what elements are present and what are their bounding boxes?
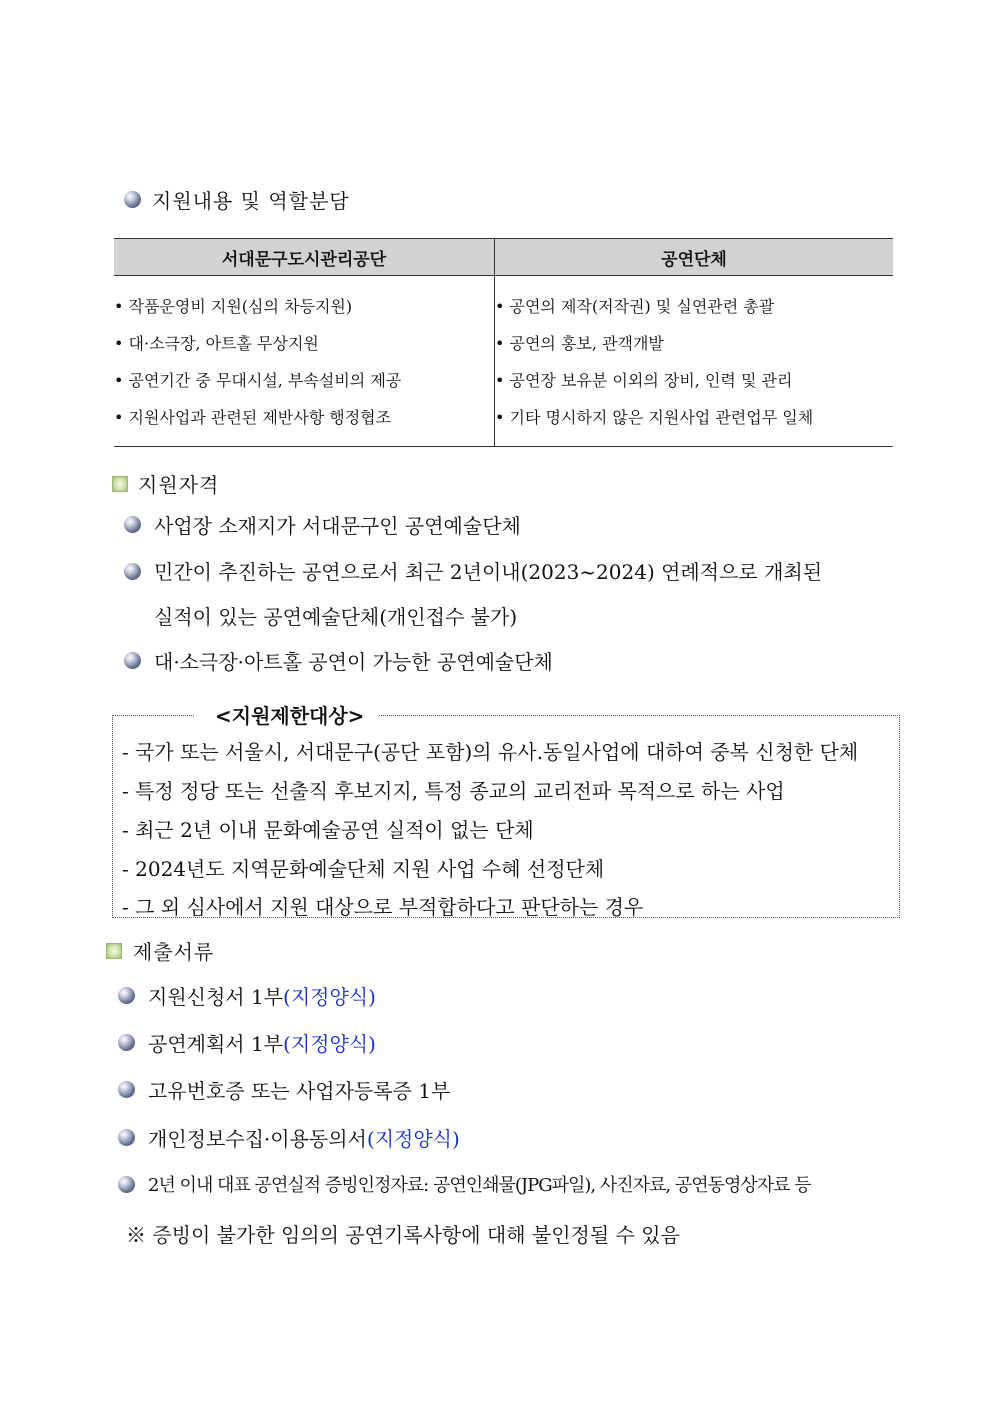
document-item bbox=[148, 1075, 450, 1104]
section-title-eligibility: 지원자격 bbox=[138, 473, 220, 497]
document-item-text: 개인정보수집·이용동의서 bbox=[148, 1127, 367, 1151]
list-item-continuation: 실적이 있는 공연예술단체(개인접수 불가) bbox=[154, 605, 518, 629]
section-title-roles: 지원내용 및 역할분담 bbox=[152, 189, 350, 213]
troupe-roles-cell bbox=[495, 276, 894, 447]
restriction-item: - 그 외 심사에서 지원 대상으로 부적합하다고 판단하는 경우 bbox=[122, 895, 644, 919]
list-item: • 대·소극장, 아트홀 무상지원 bbox=[114, 334, 319, 353]
agency-roles-cell bbox=[114, 276, 495, 447]
document-item bbox=[148, 981, 376, 1010]
bullet-orb-icon bbox=[118, 1129, 135, 1146]
list-item: • 공연의 제작(저작권) 및 실연관련 총괄 bbox=[495, 297, 775, 316]
bullet-orb-icon bbox=[118, 1081, 135, 1098]
restriction-item: - 최근 2년 이내 문화예술공연 실적이 없는 단체 bbox=[122, 818, 534, 842]
restriction-item: - 2024년도 지역문화예술단체 지원 사업 수혜 선정단체 bbox=[122, 857, 605, 881]
restriction-item: - 특정 정당 또는 선출직 후보지지, 특정 종교의 교리전파 목적으로 하는 사업 bbox=[122, 779, 785, 803]
restriction-box-title: <지원제한대상> bbox=[195, 700, 378, 729]
table-header-troupe: 공연단체 bbox=[495, 239, 894, 276]
section-square-icon bbox=[106, 943, 122, 959]
table-header-agency: 서대문구도시관리공단 bbox=[114, 239, 495, 276]
section-title-documents: 제출서류 bbox=[133, 940, 215, 964]
list-item: • 공연기간 중 무대시설, 부속설비의 제공 bbox=[114, 371, 402, 390]
bullet-orb-icon bbox=[124, 563, 141, 580]
footnote: ※ 증빙이 불가한 임의의 공연기록사항에 대해 불인정될 수 있음 bbox=[126, 1223, 680, 1247]
roles-table bbox=[114, 238, 893, 447]
section-square-icon bbox=[112, 476, 128, 492]
bullet-orb-icon bbox=[118, 987, 135, 1004]
list-item: • 기타 명시하지 않은 지원사업 관련업무 일체 bbox=[495, 408, 814, 427]
document-item bbox=[148, 1123, 460, 1152]
document-item bbox=[148, 1028, 376, 1057]
document-item-text: 공연계획서 1부 bbox=[148, 1032, 284, 1056]
document-item-text: 지원신청서 1부 bbox=[148, 985, 284, 1009]
bullet-orb-icon bbox=[118, 1034, 135, 1051]
bullet-orb-icon bbox=[124, 516, 141, 533]
list-item: • 공연의 홍보, 관객개발 bbox=[495, 334, 664, 353]
list-item: 민간이 추진하는 공연으로서 최근 2년이내(2023~2024) 연례적으로 개최된 bbox=[154, 560, 823, 584]
restriction-item: - 국가 또는 서울시, 서대문구(공단 포함)의 유사.동일사업에 대하여 중복 신청한 단체 bbox=[122, 740, 859, 764]
document-item-text: 2년 이내 대표 공연실적 증빙인정자료: 공연인쇄물(JPG파일), 사진자료, 공연동영상자료 등 bbox=[148, 1175, 811, 1196]
list-item: • 지원사업과 관련된 제반사항 행정협조 bbox=[114, 408, 392, 427]
bullet-orb-icon bbox=[124, 652, 141, 669]
form-note: (지정양식) bbox=[283, 985, 376, 1009]
list-item: 대·소극장·아트홀 공연이 가능한 공연예술단체 bbox=[154, 650, 553, 674]
bullet-orb-icon bbox=[118, 1176, 135, 1193]
form-note: (지정양식) bbox=[366, 1127, 460, 1151]
document-item-text: 고유번호증 또는 사업자등록증 1부 bbox=[148, 1079, 451, 1103]
list-item: • 작품운영비 지원(심의 차등지원) bbox=[114, 297, 353, 316]
list-item: 사업장 소재지가 서대문구인 공연예술단체 bbox=[154, 514, 521, 538]
bullet-orb-icon bbox=[124, 191, 141, 208]
document-item bbox=[148, 1171, 811, 1197]
form-note: (지정양식) bbox=[283, 1032, 376, 1056]
list-item: • 공연장 보유분 이외의 장비, 인력 및 관리 bbox=[495, 371, 793, 390]
